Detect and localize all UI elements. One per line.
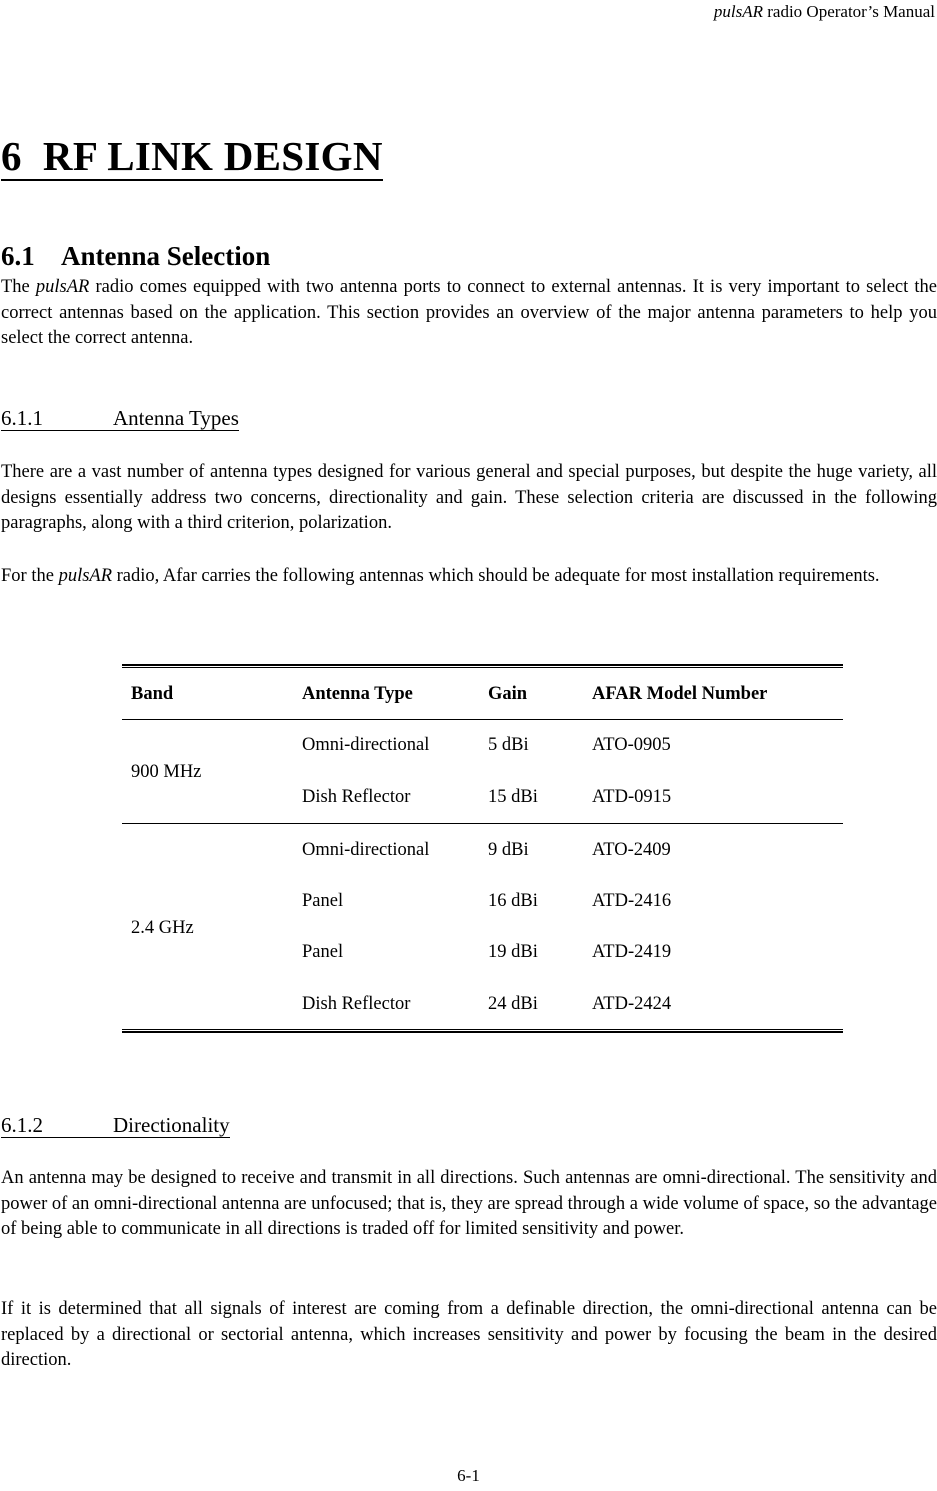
header-model-number: AFAR Model Number bbox=[592, 684, 768, 704]
subsection-heading-directionality bbox=[1, 1113, 230, 1138]
row-type: Omni-directional bbox=[302, 735, 430, 755]
row-type: Panel bbox=[302, 891, 344, 911]
row-model: ATD-2419 bbox=[592, 942, 672, 962]
section-number: 6.1 bbox=[1, 241, 35, 271]
header-band: Band bbox=[131, 684, 174, 704]
header-gain: Gain bbox=[488, 684, 528, 704]
row-gain: 19 dBi bbox=[488, 942, 538, 962]
row-type: Dish Reflector bbox=[302, 994, 411, 1014]
band-2-4ghz: 2.4 GHz bbox=[131, 918, 194, 938]
row-type: Dish Reflector bbox=[302, 787, 411, 807]
subsection-number: 6.1.1 bbox=[1, 406, 43, 430]
para1-text-b: radio comes equipped with two antenna ports to connect to external antennas. It is very important to select the correct antennas based on the application. This section provides an overview of the major antenna parameters to help you select the correct antenna. bbox=[1, 277, 937, 348]
row-model: ATD-0915 bbox=[592, 787, 672, 807]
section-heading bbox=[1, 241, 270, 272]
row-gain: 5 dBi bbox=[488, 735, 529, 755]
subsection-title: Antenna Types bbox=[113, 406, 239, 430]
subsection-heading-antenna-types bbox=[1, 406, 239, 431]
section-title: Antenna Selection bbox=[61, 241, 271, 271]
header-product: pulsAR bbox=[713, 2, 763, 21]
intro-paragraph bbox=[1, 275, 937, 352]
para3-text-a: For the bbox=[1, 566, 59, 586]
header-rule bbox=[122, 719, 843, 720]
row-gain: 16 dBi bbox=[488, 891, 538, 911]
row-gain: 24 dBi bbox=[488, 994, 538, 1014]
page-number: 6-1 bbox=[457, 1466, 480, 1485]
band-900mhz: 900 MHz bbox=[131, 762, 202, 782]
afar-antennas-paragraph bbox=[1, 564, 937, 590]
header-antenna-type: Antenna Type bbox=[302, 684, 413, 704]
directionality-paragraph-1: An antenna may be designed to receive and transmit in all directions. Such antennas are omni-directional. The sensitivity and power of an omni-directional antenna are unfocused; that is, they are spread through a wide volume of space, so the advantage of being able to communicate in all directions is traded off for limited sensitivity and power. bbox=[1, 1168, 937, 1239]
running-header bbox=[714, 2, 935, 22]
para1-text-a: The bbox=[1, 277, 36, 297]
antenna-types-paragraph: There are a vast number of antenna types designed for various general and special purposes, but despite the huge variety, all designs essentially address two concerns, directionality and gain. These selection criteria are discussed in the following paragraphs, along with a third criterion, polarization. bbox=[1, 462, 937, 533]
para1-product: pulsAR bbox=[35, 277, 90, 297]
table-top-rule-inner bbox=[122, 667, 843, 668]
subsection-number: 6.1.2 bbox=[1, 1113, 43, 1137]
para3-product: pulsAR bbox=[58, 566, 113, 586]
row-type: Omni-directional bbox=[302, 840, 430, 860]
group-rule bbox=[122, 823, 843, 824]
chapter-number: 6 bbox=[1, 133, 22, 179]
row-model: ATD-2424 bbox=[592, 994, 672, 1014]
row-gain: 15 dBi bbox=[488, 787, 538, 807]
row-gain: 9 dBi bbox=[488, 840, 529, 860]
chapter-title: RF LINK DESIGN bbox=[42, 133, 383, 179]
header-title: radio Operator’s Manual bbox=[763, 2, 935, 21]
table-top-rule bbox=[122, 664, 843, 666]
para3-text-b: radio, Afar carries the following antennas which should be adequate for most installation requirements. bbox=[112, 566, 880, 586]
row-type: Panel bbox=[302, 942, 344, 962]
table-bottom-rule bbox=[122, 1031, 843, 1033]
row-model: ATD-2416 bbox=[592, 891, 672, 911]
chapter-heading bbox=[1, 133, 383, 181]
row-model: ATO-0905 bbox=[592, 735, 671, 755]
directionality-paragraph-2: If it is determined that all signals of interest are coming from a definable direction, the omni-directional antenna can be replaced by a directional or sectorial antenna, which increases sensitivity and power by focusing the beam in the desired direction. bbox=[1, 1299, 937, 1370]
row-model: ATO-2409 bbox=[592, 840, 671, 860]
subsection-title: Directionality bbox=[113, 1113, 230, 1137]
table-bottom-rule-inner bbox=[122, 1029, 843, 1030]
